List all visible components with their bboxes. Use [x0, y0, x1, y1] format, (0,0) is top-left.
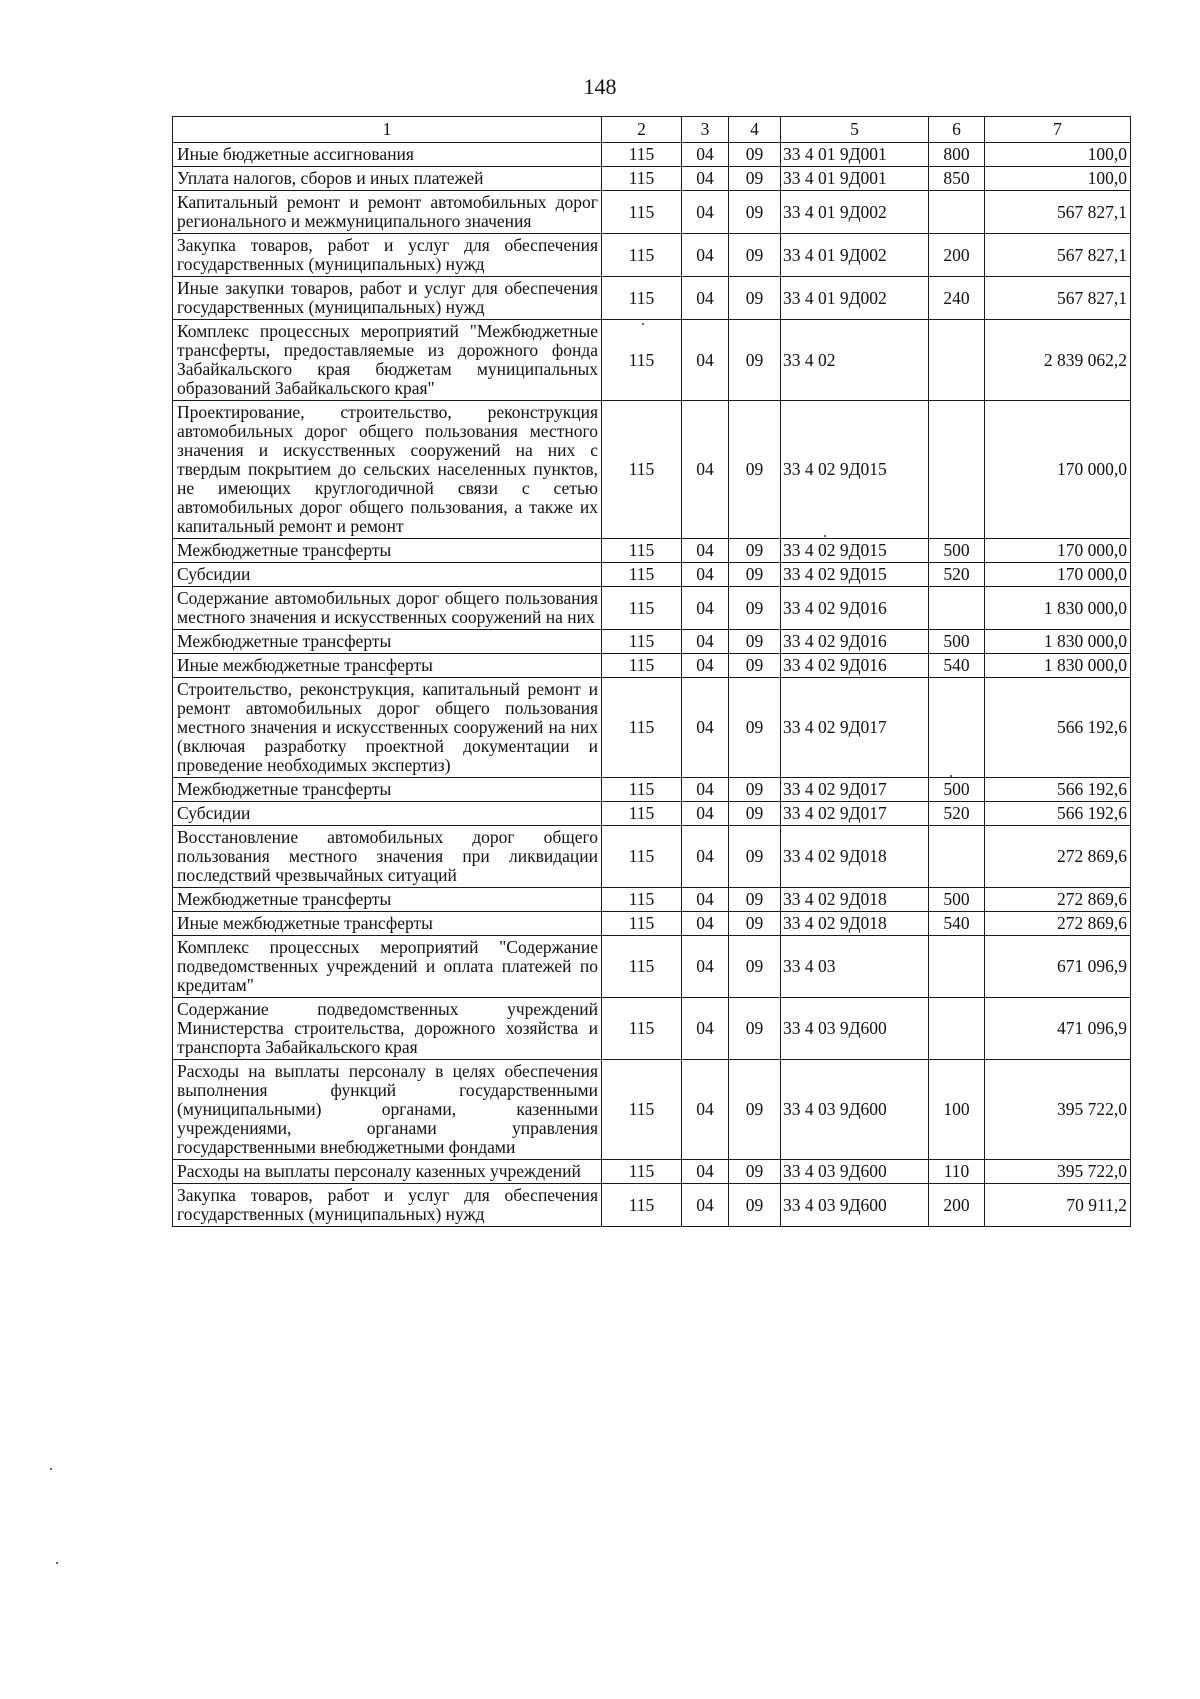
- cell-name: Межбюджетные трансферты: [173, 630, 602, 654]
- cell-name: Межбюджетные трансферты: [173, 539, 602, 563]
- cell-name: Комплекс процессных мероприятий "Межбюджетные трансферты, предоставляемые из дорожного фонда Забайкальского края бюджетам муниципальных образований Забайкальского края": [173, 320, 602, 401]
- cell-gr: 115: [602, 320, 682, 401]
- cell-amount: 566 192,6: [985, 802, 1131, 826]
- table-row: [173, 320, 1131, 401]
- cell-gr: 115: [602, 191, 682, 234]
- table-row: [173, 143, 1131, 167]
- table-row: [173, 277, 1131, 320]
- cell-pr: 09: [729, 802, 781, 826]
- cell-pr: 09: [729, 143, 781, 167]
- cell-rz: 04: [682, 234, 729, 277]
- cell-rz: 04: [682, 678, 729, 778]
- cell-vr: [929, 936, 985, 998]
- cell-rz: 04: [682, 630, 729, 654]
- table-row: [173, 778, 1131, 802]
- cell-name: Комплекс процессных мероприятий "Содержание подведомственных учреждений и оплата платежей по кредитам": [173, 936, 602, 998]
- cell-name: Проектирование, строительство, реконструкция автомобильных дорог общего пользования местного значения и искусственных сооружений на них с твердым покрытием до сельских населенных пунктов, не имеющих круглогодичной связи с сетью автомобильных дорог общего пользования, а также их капитальный ремонт и ремонт: [173, 401, 602, 539]
- cell-vr: 110: [929, 1160, 985, 1184]
- cell-amount: 567 827,1: [985, 191, 1131, 234]
- cell-pr: 09: [729, 678, 781, 778]
- cell-amount: 272 869,6: [985, 888, 1131, 912]
- cell-amount: 395 722,0: [985, 1160, 1131, 1184]
- cell-csr: 33 4 03 9Д600: [781, 1160, 929, 1184]
- cell-rz: 04: [682, 167, 729, 191]
- cell-pr: 09: [729, 1160, 781, 1184]
- cell-vr: [929, 587, 985, 630]
- cell-pr: 09: [729, 277, 781, 320]
- cell-pr: 09: [729, 1060, 781, 1160]
- cell-gr: 115: [602, 998, 682, 1060]
- cell-gr: 115: [602, 912, 682, 936]
- cell-amount: 1 830 000,0: [985, 587, 1131, 630]
- cell-csr: 33 4 02: [781, 320, 929, 401]
- cell-amount: 170 000,0: [985, 401, 1131, 539]
- cell-name: Закупка товаров, работ и услуг для обеспечения государственных (муниципальных) нужд: [173, 234, 602, 277]
- header-cell-vr: 6: [929, 117, 985, 143]
- cell-vr: [929, 998, 985, 1060]
- cell-gr: 115: [602, 654, 682, 678]
- table-row: [173, 234, 1131, 277]
- table-row: [173, 802, 1131, 826]
- table-row: [173, 167, 1131, 191]
- page-number: 148: [583, 74, 617, 99]
- cell-vr: 520: [929, 802, 985, 826]
- cell-amount: 671 096,9: [985, 936, 1131, 998]
- table-row: [173, 1160, 1131, 1184]
- cell-gr: 115: [602, 277, 682, 320]
- cell-gr: 115: [602, 539, 682, 563]
- cell-amount: 170 000,0: [985, 563, 1131, 587]
- cell-vr: 100: [929, 1060, 985, 1160]
- cell-name: Иные бюджетные ассигнования: [173, 143, 602, 167]
- cell-pr: 09: [729, 563, 781, 587]
- cell-gr: 115: [602, 587, 682, 630]
- cell-amount: 566 192,6: [985, 678, 1131, 778]
- cell-rz: 04: [682, 563, 729, 587]
- cell-csr: 33 4 03 9Д600: [781, 1184, 929, 1227]
- cell-csr: 33 4 02 9Д017: [781, 678, 929, 778]
- budget-table: [172, 116, 1131, 1227]
- cell-vr: 500: [929, 888, 985, 912]
- scan-speck: [642, 323, 644, 325]
- cell-vr: 200: [929, 1184, 985, 1227]
- table-row: [173, 191, 1131, 234]
- cell-pr: 09: [729, 1184, 781, 1227]
- cell-rz: 04: [682, 1060, 729, 1160]
- cell-pr: 09: [729, 539, 781, 563]
- table-row: [173, 401, 1131, 539]
- cell-csr: 33 4 02 9Д018: [781, 912, 929, 936]
- cell-name: Закупка товаров, работ и услуг для обеспечения государственных (муниципальных) нужд: [173, 1184, 602, 1227]
- table-row: [173, 539, 1131, 563]
- cell-gr: 115: [602, 888, 682, 912]
- table-row: [173, 912, 1131, 936]
- cell-pr: 09: [729, 998, 781, 1060]
- cell-name: Межбюджетные трансферты: [173, 888, 602, 912]
- scan-speck: [824, 535, 826, 537]
- cell-csr: 33 4 01 9Д002: [781, 234, 929, 277]
- cell-name: Расходы на выплаты персоналу казенных учреждений: [173, 1160, 602, 1184]
- cell-csr: 33 4 02 9Д015: [781, 401, 929, 539]
- cell-csr: 33 4 01 9Д002: [781, 277, 929, 320]
- cell-rz: 04: [682, 587, 729, 630]
- cell-name: Строительство, реконструкция, капитальный ремонт и ремонт автомобильных дорог общего пользования местного значения и искусственных сооружений на них (включая разработку проектной документации и проведение необходимых экспертиз): [173, 678, 602, 778]
- cell-rz: 04: [682, 998, 729, 1060]
- cell-pr: 09: [729, 888, 781, 912]
- cell-rz: 04: [682, 778, 729, 802]
- cell-vr: 520: [929, 563, 985, 587]
- cell-rz: 04: [682, 888, 729, 912]
- header-row: [173, 117, 1131, 143]
- cell-csr: 33 4 02 9Д015: [781, 539, 929, 563]
- cell-csr: 33 4 01 9Д002: [781, 191, 929, 234]
- cell-vr: [929, 826, 985, 888]
- header-cell-gr: 2: [602, 117, 682, 143]
- cell-pr: 09: [729, 826, 781, 888]
- cell-amount: 566 192,6: [985, 778, 1131, 802]
- cell-pr: 09: [729, 401, 781, 539]
- cell-amount: 1 830 000,0: [985, 630, 1131, 654]
- header-cell-name: 1: [173, 117, 602, 143]
- table-row: [173, 936, 1131, 998]
- cell-csr: 33 4 03: [781, 936, 929, 998]
- header-cell-rz: 3: [682, 117, 729, 143]
- cell-amount: 170 000,0: [985, 539, 1131, 563]
- cell-csr: 33 4 01 9Д001: [781, 167, 929, 191]
- cell-pr: 09: [729, 654, 781, 678]
- cell-rz: 04: [682, 143, 729, 167]
- cell-gr: 115: [602, 826, 682, 888]
- cell-gr: 115: [602, 167, 682, 191]
- cell-csr: 33 4 02 9Д016: [781, 587, 929, 630]
- cell-csr: 33 4 03 9Д600: [781, 998, 929, 1060]
- cell-pr: 09: [729, 191, 781, 234]
- cell-pr: 09: [729, 587, 781, 630]
- cell-pr: 09: [729, 320, 781, 401]
- cell-rz: 04: [682, 539, 729, 563]
- cell-name: Капитальный ремонт и ремонт автомобильных дорог регионального и межмуниципального значения: [173, 191, 602, 234]
- cell-amount: 567 827,1: [985, 234, 1131, 277]
- cell-gr: 115: [602, 1184, 682, 1227]
- cell-vr: 240: [929, 277, 985, 320]
- cell-name: Содержание автомобильных дорог общего пользования местного значения и искусственных сооружений на них: [173, 587, 602, 630]
- cell-pr: 09: [729, 778, 781, 802]
- table-row: [173, 1184, 1131, 1227]
- cell-gr: 115: [602, 1060, 682, 1160]
- cell-pr: 09: [729, 167, 781, 191]
- header-cell-amount: 7: [985, 117, 1131, 143]
- cell-pr: 09: [729, 912, 781, 936]
- cell-name: Субсидии: [173, 563, 602, 587]
- cell-name: Иные межбюджетные трансферты: [173, 654, 602, 678]
- header-cell-csr: 5: [781, 117, 929, 143]
- cell-csr: 33 4 01 9Д001: [781, 143, 929, 167]
- cell-name: Иные межбюджетные трансферты: [173, 912, 602, 936]
- scan-speck: [950, 775, 952, 777]
- cell-gr: 115: [602, 936, 682, 998]
- cell-csr: 33 4 02 9Д015: [781, 563, 929, 587]
- cell-amount: 395 722,0: [985, 1060, 1131, 1160]
- cell-name: Расходы на выплаты персоналу в целях обеспечения выполнения функций государственными (муниципальными) органами, казенными учреждениями, органами управления государственными внебюджетными фондами: [173, 1060, 602, 1160]
- cell-gr: 115: [602, 1160, 682, 1184]
- table-row: [173, 678, 1131, 778]
- cell-name: Межбюджетные трансферты: [173, 778, 602, 802]
- cell-csr: 33 4 02 9Д017: [781, 778, 929, 802]
- cell-rz: 04: [682, 277, 729, 320]
- cell-vr: 500: [929, 778, 985, 802]
- table-row: [173, 630, 1131, 654]
- cell-rz: 04: [682, 191, 729, 234]
- cell-rz: 04: [682, 936, 729, 998]
- cell-vr: 540: [929, 912, 985, 936]
- cell-rz: 04: [682, 1184, 729, 1227]
- cell-rz: 04: [682, 1160, 729, 1184]
- cell-csr: 33 4 02 9Д017: [781, 802, 929, 826]
- cell-name: Субсидии: [173, 802, 602, 826]
- cell-gr: 115: [602, 678, 682, 778]
- cell-csr: 33 4 02 9Д018: [781, 826, 929, 888]
- cell-amount: 100,0: [985, 143, 1131, 167]
- cell-vr: 500: [929, 539, 985, 563]
- cell-amount: 1 830 000,0: [985, 654, 1131, 678]
- cell-gr: 115: [602, 234, 682, 277]
- cell-pr: 09: [729, 630, 781, 654]
- cell-vr: 200: [929, 234, 985, 277]
- table-row: [173, 998, 1131, 1060]
- cell-rz: 04: [682, 826, 729, 888]
- cell-rz: 04: [682, 802, 729, 826]
- cell-name: Содержание подведомственных учреждений Министерства строительства, дорожного хозяйства и транспорта Забайкальского края: [173, 998, 602, 1060]
- cell-amount: 272 869,6: [985, 912, 1131, 936]
- cell-csr: 33 4 02 9Д016: [781, 630, 929, 654]
- scan-speck: [50, 1468, 52, 1470]
- cell-csr: 33 4 02 9Д016: [781, 654, 929, 678]
- cell-csr: 33 4 02 9Д018: [781, 888, 929, 912]
- header-cell-pr: 4: [729, 117, 781, 143]
- cell-rz: 04: [682, 654, 729, 678]
- cell-csr: 33 4 03 9Д600: [781, 1060, 929, 1160]
- cell-amount: 471 096,9: [985, 998, 1131, 1060]
- scan-speck: [56, 1562, 58, 1564]
- cell-vr: 500: [929, 630, 985, 654]
- cell-vr: [929, 191, 985, 234]
- table-row: [173, 563, 1131, 587]
- cell-rz: 04: [682, 401, 729, 539]
- table-row: [173, 654, 1131, 678]
- cell-gr: 115: [602, 563, 682, 587]
- cell-name: Уплата налогов, сборов и иных платежей: [173, 167, 602, 191]
- cell-name: Иные закупки товаров, работ и услуг для обеспечения государственных (муниципальных) нужд: [173, 277, 602, 320]
- table-row: [173, 826, 1131, 888]
- cell-vr: [929, 401, 985, 539]
- cell-gr: 115: [602, 630, 682, 654]
- cell-pr: 09: [729, 936, 781, 998]
- cell-amount: 100,0: [985, 167, 1131, 191]
- cell-vr: 800: [929, 143, 985, 167]
- table-row: [173, 888, 1131, 912]
- cell-amount: 70 911,2: [985, 1184, 1131, 1227]
- table-row: [173, 1060, 1131, 1160]
- cell-amount: 567 827,1: [985, 277, 1131, 320]
- cell-rz: 04: [682, 320, 729, 401]
- cell-amount: 2 839 062,2: [985, 320, 1131, 401]
- cell-gr: 115: [602, 401, 682, 539]
- table-body: [173, 143, 1131, 1227]
- table-row: [173, 587, 1131, 630]
- cell-vr: 850: [929, 167, 985, 191]
- cell-gr: 115: [602, 778, 682, 802]
- cell-pr: 09: [729, 234, 781, 277]
- cell-vr: 540: [929, 654, 985, 678]
- cell-gr: 115: [602, 143, 682, 167]
- cell-vr: [929, 320, 985, 401]
- cell-name: Восстановление автомобильных дорог общего пользования местного значения при ликвидации последствий чрезвычайных ситуаций: [173, 826, 602, 888]
- cell-amount: 272 869,6: [985, 826, 1131, 888]
- cell-vr: [929, 678, 985, 778]
- cell-gr: 115: [602, 802, 682, 826]
- cell-rz: 04: [682, 912, 729, 936]
